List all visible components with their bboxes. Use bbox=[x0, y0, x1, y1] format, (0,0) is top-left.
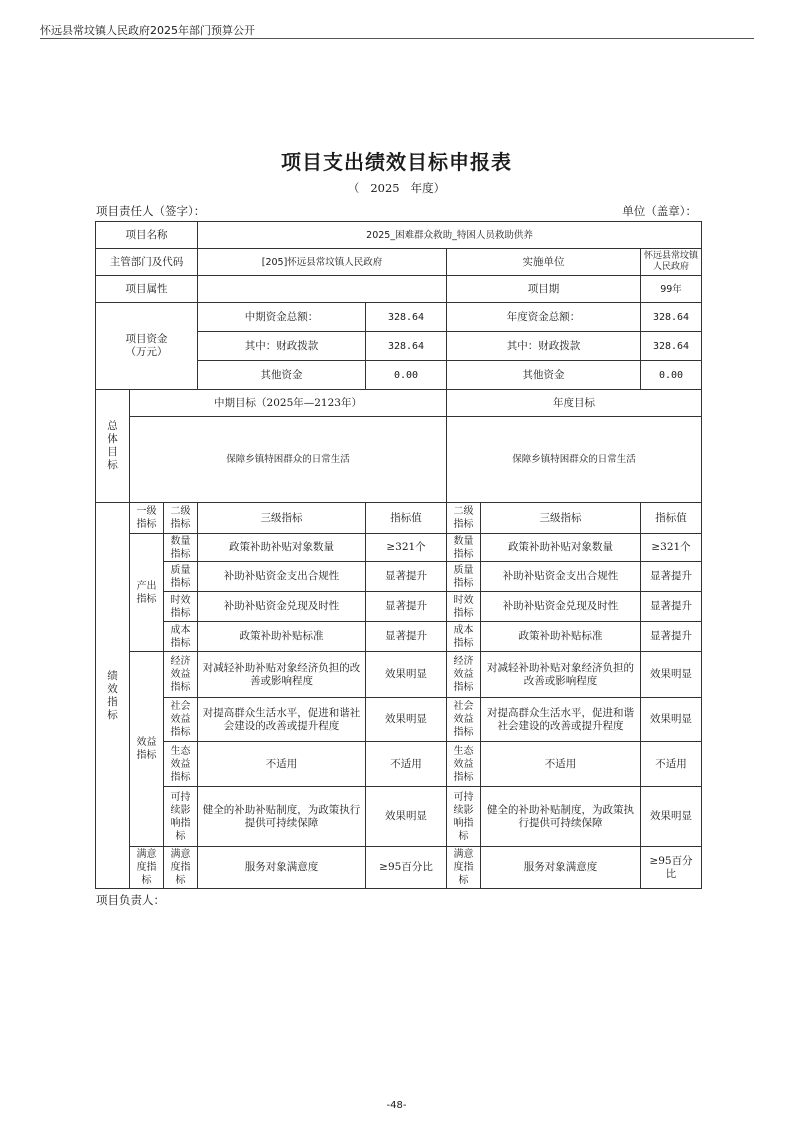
annual-total-label: 年度资金总额： bbox=[447, 303, 641, 332]
satisfaction-indicator-label: 满意 度指 标 bbox=[130, 847, 164, 889]
mid-term-other-label: 其他资金 bbox=[198, 361, 366, 390]
project-period-label: 项目期 bbox=[447, 276, 641, 303]
project-name-label: 项目名称 bbox=[96, 222, 198, 249]
indicator-level3-right: 对减轻补助补贴对象经济负担的改善或影响程度 bbox=[481, 652, 641, 698]
indicator-level2-right: 生态 效益 指标 bbox=[447, 742, 481, 787]
indicator-value-right: 效果明显 bbox=[641, 787, 702, 847]
indicator-value-right: ≥95百分 比 bbox=[641, 847, 702, 889]
indicator-level2-right: 经济 效益 指标 bbox=[447, 652, 481, 698]
level2-header-right: 二级 指标 bbox=[447, 503, 481, 534]
performance-goal-table bbox=[95, 221, 702, 889]
unit-seal-label: 单位（盖章）： bbox=[622, 204, 697, 218]
running-header: 怀远县常坟镇人民政府2025年部门预算公开 bbox=[40, 24, 255, 37]
indicator-value: 效果明显 bbox=[366, 652, 447, 698]
benefit-indicator-label: 效益 指标 bbox=[130, 652, 164, 847]
annual-other-label: 其他资金 bbox=[447, 361, 641, 390]
indicator-level3-right: 政策补助补贴对象数量 bbox=[481, 534, 641, 562]
indicator-level2-right: 时效 指标 bbox=[447, 592, 481, 622]
fiscal-year: （ 2025 年度） bbox=[347, 181, 446, 195]
page-number: -48- bbox=[386, 1100, 407, 1111]
project-funds-label: 项目资金 （万元） bbox=[96, 303, 198, 390]
indicator-level2: 社会 效益 指标 bbox=[164, 698, 198, 742]
indicator-level2-right: 质量 指标 bbox=[447, 562, 481, 592]
indicator-level3: 政策补助补贴标准 bbox=[198, 622, 366, 652]
indicator-level3: 对提高群众生活水平，促进和谐社会建设的改善或提升程度 bbox=[198, 698, 366, 742]
indicator-level2: 生态 效益 指标 bbox=[164, 742, 198, 787]
level2-header: 二级 指标 bbox=[164, 503, 198, 534]
document-title: 项目支出绩效目标申报表 bbox=[281, 150, 512, 174]
implementing-unit-label: 实施单位 bbox=[447, 249, 641, 276]
indicator-level2: 满意 度指 标 bbox=[164, 847, 198, 889]
indicator-value: 不适用 bbox=[366, 742, 447, 787]
mid-term-fiscal-value: 328.64 bbox=[366, 332, 447, 361]
annual-total-value: 328.64 bbox=[641, 303, 702, 332]
value-header: 指标值 bbox=[366, 503, 447, 534]
department-label: 主管部门及代码 bbox=[96, 249, 198, 276]
indicator-level3: 补助补贴资金兑现及时性 bbox=[198, 592, 366, 622]
annual-goal-header: 年度目标 bbox=[447, 390, 702, 417]
indicator-level3-right: 健全的补助补贴制度，为政策执行提供可持续保障 bbox=[481, 787, 641, 847]
indicator-level3: 健全的补助补贴制度，为政策执行提供可持续保障 bbox=[198, 787, 366, 847]
project-attribute-label: 项目属性 bbox=[96, 276, 198, 303]
indicator-level2: 可持 续影 响指 标 bbox=[164, 787, 198, 847]
mid-term-fiscal-label: 其中：财政拨款 bbox=[198, 332, 366, 361]
project-name-value: 2025_困难群众救助_特困人员救助供养 bbox=[198, 222, 702, 249]
indicator-value: 效果明显 bbox=[366, 698, 447, 742]
indicator-value: 显著提升 bbox=[366, 622, 447, 652]
level3-header-right: 三级指标 bbox=[481, 503, 641, 534]
indicator-value-right: 效果明显 bbox=[641, 652, 702, 698]
indicator-value: 效果明显 bbox=[366, 787, 447, 847]
output-indicator-label: 产出 指标 bbox=[130, 534, 164, 652]
indicator-level3-right: 补助补贴资金支出合规性 bbox=[481, 562, 641, 592]
indicator-level3: 补助补贴资金支出合规性 bbox=[198, 562, 366, 592]
indicator-value: 显著提升 bbox=[366, 562, 447, 592]
indicator-value-right: ≥321个 bbox=[641, 534, 702, 562]
performance-indicator-label: 绩 效 指 标 bbox=[96, 503, 130, 889]
implementing-unit-value: 怀远县常坟镇人民政府 bbox=[641, 249, 702, 276]
indicator-level3-right: 政策补助补贴标准 bbox=[481, 622, 641, 652]
indicator-level2-right: 数量 指标 bbox=[447, 534, 481, 562]
project-lead-signature-label: 项目负责人： bbox=[96, 893, 165, 907]
indicator-level2: 数量 指标 bbox=[164, 534, 198, 562]
indicator-level3-right: 服务对象满意度 bbox=[481, 847, 641, 889]
indicator-value-right: 显著提升 bbox=[641, 622, 702, 652]
indicator-level2: 经济 效益 指标 bbox=[164, 652, 198, 698]
mid-term-total-label: 中期资金总额： bbox=[198, 303, 366, 332]
indicator-level2-right: 可持 续影 响指 标 bbox=[447, 787, 481, 847]
mid-term-total-value: 328.64 bbox=[366, 303, 447, 332]
indicator-level2-right: 成本 指标 bbox=[447, 622, 481, 652]
indicator-level2: 时效 指标 bbox=[164, 592, 198, 622]
indicator-level3-right: 补助补贴资金兑现及时性 bbox=[481, 592, 641, 622]
annual-other-value: 0.00 bbox=[641, 361, 702, 390]
mid-term-goal-header: 中期目标（2025年—2123年） bbox=[130, 390, 447, 417]
value-header-right: 指标值 bbox=[641, 503, 702, 534]
indicator-value: ≥321个 bbox=[366, 534, 447, 562]
indicator-level3: 政策补助补贴对象数量 bbox=[198, 534, 366, 562]
indicator-value-right: 不适用 bbox=[641, 742, 702, 787]
indicator-value: ≥95百分比 bbox=[366, 847, 447, 889]
department-value: [205]怀远县常坟镇人民政府 bbox=[198, 249, 447, 276]
indicator-value-right: 效果明显 bbox=[641, 698, 702, 742]
indicator-value-right: 显著提升 bbox=[641, 592, 702, 622]
mid-term-goal-text: 保障乡镇特困群众的日常生活 bbox=[130, 417, 447, 503]
indicator-level3: 对减轻补助补贴对象经济负担的改善或影响程度 bbox=[198, 652, 366, 698]
project-period-value: 99年 bbox=[641, 276, 702, 303]
responsible-person-label: 项目责任人（签字）： bbox=[96, 204, 206, 218]
indicator-value: 显著提升 bbox=[366, 592, 447, 622]
annual-goal-text: 保障乡镇特困群众的日常生活 bbox=[447, 417, 702, 503]
overall-goal-label: 总 体 目 标 bbox=[96, 390, 130, 503]
header-rule bbox=[40, 38, 754, 39]
indicator-level3-right: 对提高群众生活水平，促进和谐社会建设的改善或提升程度 bbox=[481, 698, 641, 742]
indicator-level2-right: 社会 效益 指标 bbox=[447, 698, 481, 742]
indicator-level3: 不适用 bbox=[198, 742, 366, 787]
project-attribute-value bbox=[198, 276, 447, 303]
indicator-level3: 服务对象满意度 bbox=[198, 847, 366, 889]
indicator-level2-right: 满意 度指 标 bbox=[447, 847, 481, 889]
level3-header: 三级指标 bbox=[198, 503, 366, 534]
annual-fiscal-label: 其中：财政拨款 bbox=[447, 332, 641, 361]
indicator-level2: 成本 指标 bbox=[164, 622, 198, 652]
indicator-level3-right: 不适用 bbox=[481, 742, 641, 787]
indicator-value-right: 显著提升 bbox=[641, 562, 702, 592]
level1-header: 一级 指标 bbox=[130, 503, 164, 534]
annual-fiscal-value: 328.64 bbox=[641, 332, 702, 361]
mid-term-other-value: 0.00 bbox=[366, 361, 447, 390]
indicator-level2: 质量 指标 bbox=[164, 562, 198, 592]
